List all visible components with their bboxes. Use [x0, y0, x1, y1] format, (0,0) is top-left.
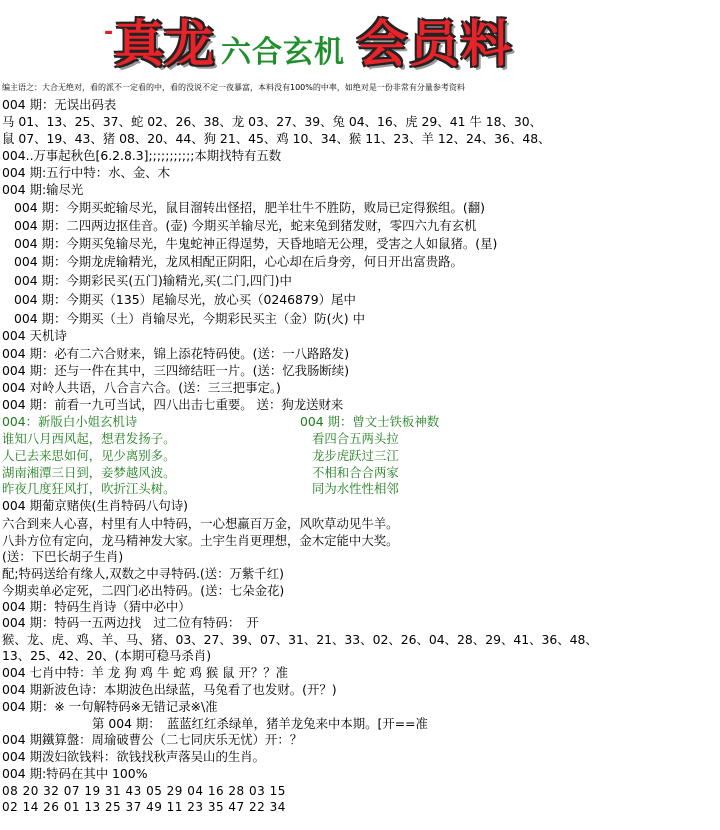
text-line: 004 对岭人共语，八合言六合。(送：三三把事定。)	[2, 380, 281, 395]
poem-line: 谁知八月西风起，想君发扬子。	[2, 431, 176, 446]
text-line: 鼠 07、19、43、猪 08、20、44、狗 21、45、鸡 10、34、猴 11、23、羊 12、24、36、48、	[2, 131, 551, 146]
text-line: 004 期新波色诗：本期波色出绿蓝，马兔看了也发财。(开？)	[2, 682, 337, 697]
poem-line: 人已去来思如何，见少离别多。	[2, 448, 176, 463]
text-line: 004 期：今期龙虎输精光，龙凤相配正阴阳，心心却在后身旁，何日开出富贵路。	[14, 254, 463, 269]
intro-note: 编主语之：大合无绝对，看的派不一定看的中，看的没说不定一夜暴富，本料没有100%的中率，如绝对是一份非常有分量参考资料	[2, 83, 465, 92]
poem-line: 龙步虎跃过三江	[312, 448, 399, 463]
text-line: 004 期：今期买（土）肖输尽光，今期彩民买主（金）防(火) 中	[14, 311, 365, 326]
poem-title: 004：新版白小姐玄机诗	[2, 414, 138, 429]
text-line: 004 期:特码在其中 100%	[2, 766, 148, 781]
poem-line: 看四合五两头拉	[312, 431, 399, 446]
text-line: 004 期：无误出码表	[2, 97, 117, 112]
number-row: 02 14 26 01 13 25 37 49 11 23 35 47 22 34	[2, 800, 286, 814]
text-line: 004 期：特码一五两边找 过二位有特码： 开	[2, 615, 259, 630]
text-line: 马 01、13、25、37、蛇 02、26、38、龙 03、27、39、兔 04、16、虎 29、41 牛 18、30、	[2, 114, 543, 129]
text-line: 004 期：今期买（135）尾输尽光，放心买（0246879）尾中	[14, 292, 356, 307]
text-line: 004 期鐵算盤：周瑜破曹公（二七同庆乐无忧）开：？	[2, 732, 303, 747]
text-line: 第 004 期： 蓝蓝红红杀绿单，猪羊龙兔来中本期。[开==准	[92, 716, 428, 731]
text-line: 004 期：二四两边抠佳音。(壶) 今期买羊输尽光，蛇来兔到猪发财，零四六九有玄机	[14, 218, 477, 233]
poem-title: 004 期：曾文士铁板神数	[300, 414, 440, 429]
text-line: 今期卖单必定死，二四门必出特码。(送：七朵金花)	[2, 583, 285, 598]
title-part-1: 真龙	[114, 15, 214, 73]
text-line: 004 期：必有二六合财来，锦上添花特码使。(送：一八路路发)	[2, 346, 350, 361]
number-row: 08 20 32 07 19 31 43 05 29 04 16 28 03 15	[2, 784, 286, 798]
text-line: 13、25、42、20、(本期可稳马杀肖)	[2, 648, 212, 663]
title-part-2: 六合玄机	[221, 35, 345, 70]
poem-line: 不相和合合两家	[312, 465, 399, 480]
text-line: 004 期：今期买蛇输尽光，鼠目溜转出怪招，肥羊壮牛不胜防，败局已定得猴组。(翻)	[14, 200, 485, 215]
text-line: 004 期:五行中特：水、金、木	[2, 165, 171, 180]
text-line: 配;特码送给有缘人,双数之中寻特码.(送：万紫千红)	[2, 566, 284, 581]
text-line: 004 期：※ 一句解特码※无错记录※\准	[2, 699, 218, 714]
text-line: 004 期：今期买兔输尽光，牛鬼蛇神正得逞势，天昏地暗无公理，受害之人如鼠猪。(星)	[14, 236, 498, 251]
poem-line: 昨夜几度狂风打，吹折江头树。	[2, 481, 176, 496]
text-line: 004 期:输尽光	[2, 182, 84, 197]
poem-line: 湖南湘潭三日到，妾梦越风波。	[2, 465, 176, 480]
text-line: 004 期：前看一九可当试，四八出击七重要。 送：狗龙送财来	[2, 397, 344, 412]
poem-line: 同为水性性相邻	[312, 481, 399, 496]
text-line: 004 七肖中特：羊 龙 狗 鸡 牛 蛇 鸡 猴 鼠 开？？准	[2, 665, 289, 680]
text-line: 004 期：今期彩民买(五门)输精光,买(二门,四门)中	[14, 273, 292, 288]
text-line: 004 天机诗	[2, 328, 67, 343]
text-line: 004 期：还与一件在其中，三四缔结旺一片。(送：忆我肠断续)	[2, 363, 350, 378]
header-banner	[0, 0, 720, 80]
text-line: 004 期泼妇欲钱料：欲钱找秋声落吴山的生肖。	[2, 749, 266, 764]
text-line: 六合到来人心喜，村里有人中特码，一心想羸百万金，风吹草动见牛羊。	[2, 516, 399, 531]
header-dash: -	[104, 20, 114, 45]
text-line: 004..万事起秋色[6.2.8.3];;;;;;;;;;;本期找特有五数	[2, 148, 282, 163]
text-line: 004 期葡京赌侠(生肖特码八句诗)	[2, 498, 188, 513]
text-line: (送：下巴长胡子生肖)	[2, 549, 124, 564]
text-line: 004 期：特码生肖诗（猜中必中）	[2, 599, 191, 614]
title-part-3: 会员料	[357, 15, 513, 73]
text-line: 猴、龙、虎、鸡、羊、马、猪、03、27、39、07、31、21、33、02、26、04、28、29、41、36、48、	[2, 632, 598, 647]
text-line: 八卦方位有定向，龙马精神发大家。土宇生肖更理想，金木定能中大奖。	[2, 533, 399, 548]
